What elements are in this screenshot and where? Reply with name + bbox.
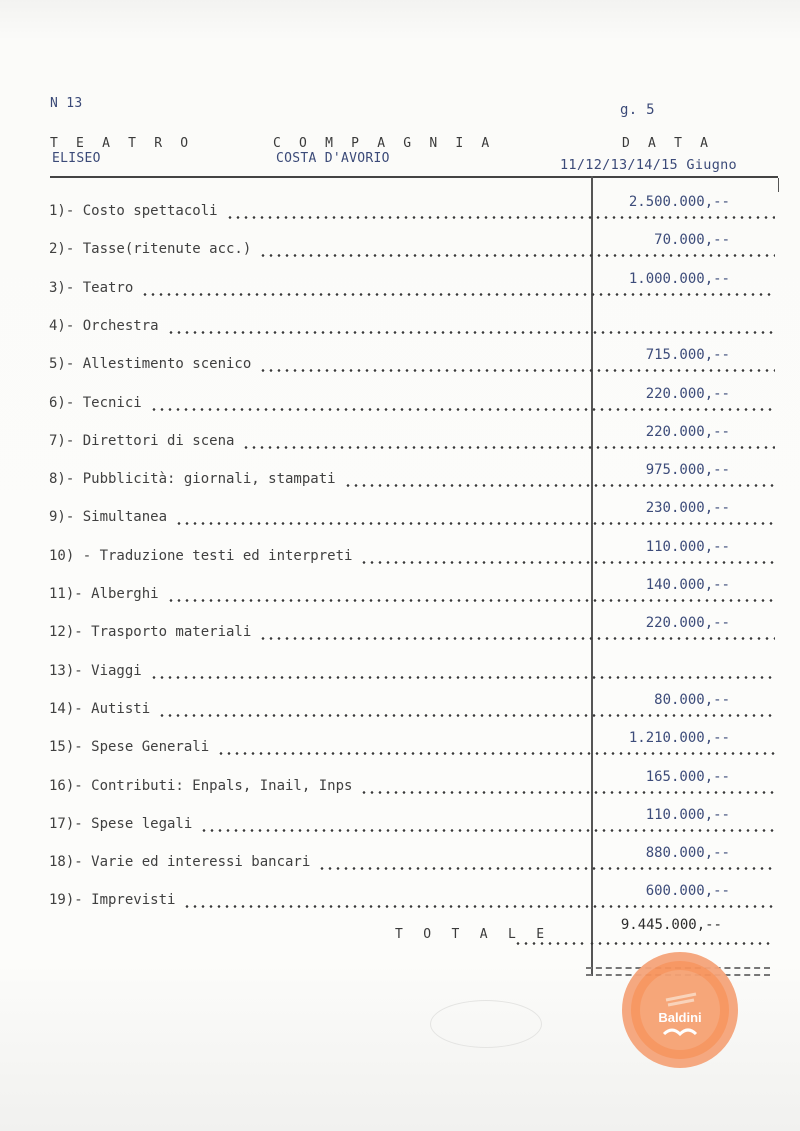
row-label: 6)- Tecnici: [49, 395, 142, 411]
row-amount: 220.000,--: [645, 424, 730, 440]
compagnia-value: COSTA D'AVORIO: [276, 151, 390, 166]
row-label: 15)- Spese Generali: [49, 739, 210, 755]
right-edge-tick: [778, 178, 779, 192]
row-label: 3)- Teatro: [49, 280, 134, 296]
row-amount: 220.000,--: [645, 615, 730, 631]
leader-dots: [360, 791, 775, 794]
teatro-value: ELISEO: [52, 151, 101, 166]
amount-column-rule: [591, 176, 593, 976]
row-amount: 880.000,--: [645, 845, 730, 861]
leader-dots: [183, 905, 775, 908]
row-amount: 80.000,--: [654, 692, 730, 708]
teatro-label: T E A T R O: [50, 136, 194, 151]
data-value: 11/12/13/14/15 Giugno: [560, 157, 737, 173]
row-label: 10) - Traduzione testi ed interpreti: [49, 548, 353, 564]
row-label: 16)- Contributi: Enpals, Inail, Inps: [49, 778, 353, 794]
leader-dots: [150, 676, 775, 679]
leader-dots: [259, 637, 775, 640]
row-label: 2)- Tasse(ritenute acc.): [49, 241, 252, 257]
row-amount: 165.000,--: [645, 769, 730, 785]
total-amount-dots: [588, 942, 774, 945]
leader-dots: [200, 829, 775, 832]
row-label: 13)- Viaggi: [49, 663, 142, 679]
row-amount: 715.000,--: [645, 347, 730, 363]
total-amount: 9.445.000,--: [620, 917, 722, 933]
row-amount: 220.000,--: [645, 386, 730, 402]
data-label: D A T A: [622, 136, 714, 151]
row-amount: 110.000,--: [645, 539, 730, 555]
row-label: 17)- Spese legali: [49, 816, 193, 832]
row-label: 5)- Allestimento scenico: [49, 356, 252, 372]
leader-dots: [150, 408, 775, 411]
row-amount: 2.500.000,--: [628, 194, 730, 210]
row-label: 11)- Alberghi: [49, 586, 159, 602]
row-amount: 230.000,--: [645, 500, 730, 516]
row-label: 12)- Trasporto materiali: [49, 624, 252, 640]
row-label: 7)- Direttori di scena: [49, 433, 235, 449]
row-amount: 70.000,--: [654, 232, 730, 248]
leader-dots: [217, 752, 775, 755]
row-amount: 140.000,--: [645, 577, 730, 593]
row-label: 4)- Orchestra: [49, 318, 159, 334]
row-label: 1)- Costo spettacoli: [49, 203, 218, 219]
row-amount: 975.000,--: [645, 462, 730, 478]
leader-dots: [226, 216, 775, 219]
leader-dots: [259, 254, 775, 257]
leader-dots: [242, 446, 775, 449]
total-label: T O T A L E: [395, 927, 551, 942]
row-label: 14)- Autisti: [49, 701, 151, 717]
row-label: 19)- Imprevisti: [49, 892, 176, 908]
leader-dots: [175, 522, 775, 525]
leader-dots: [259, 369, 775, 372]
leader-dots: [167, 331, 775, 334]
row-amount: 1.000.000,--: [628, 271, 730, 287]
header-rule: [50, 176, 778, 178]
compagnia-label: C O M P A G N I A: [273, 136, 495, 151]
row-amount: 1.210.000,--: [628, 730, 730, 746]
leader-dots: [141, 293, 775, 296]
leader-dots: [167, 599, 775, 602]
stamp-text: Baldini: [658, 1010, 702, 1025]
book-icon: [640, 970, 720, 1050]
baldini-stamp-logo: [622, 952, 738, 1068]
folio-number: g. 5: [620, 102, 655, 118]
row-label: 18)- Varie ed interessi bancari: [49, 854, 311, 870]
row-label: 8)- Pubblicità: giornali, stampati: [49, 471, 336, 487]
row-label: 9)- Simultanea: [49, 509, 168, 525]
leader-dots: [158, 714, 775, 717]
total-leader-dots: [514, 942, 586, 945]
row-amount: 110.000,--: [645, 807, 730, 823]
leader-dots: [360, 561, 775, 564]
stamp-inner-circle: [640, 970, 720, 1050]
leader-dots: [344, 484, 775, 487]
sheet-number: N 13: [50, 96, 83, 111]
leader-dots: [318, 867, 775, 870]
row-amount: 600.000,--: [645, 883, 730, 899]
faint-stamp-impression: [430, 1000, 542, 1048]
